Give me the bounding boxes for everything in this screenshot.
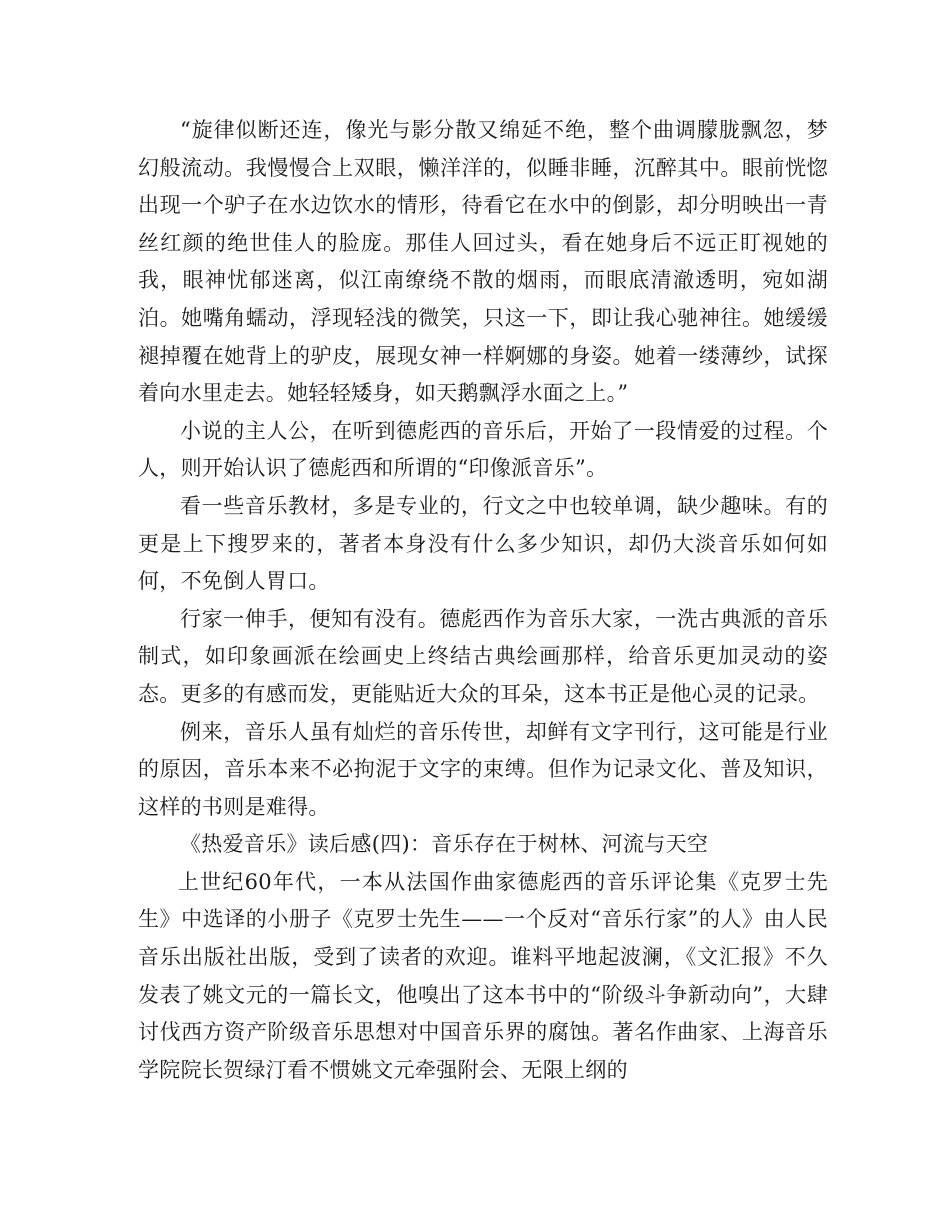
body-paragraph-1: “旋律似断还连，像光与影分散又绵延不绝，整个曲调朦胧飘忽，梦幻般流动。我慢慢合上双眼，懒洋洋的，似睡非睡，沉醉其中。眼前恍惚出现一个驴子在水边饮水的情形，待看它在水中的倒影，却分明映出一青丝红颜的绝世佳人的脸庞。那佳人回过头，看在她身后不远正盯视她的我，眼神忧郁迷离，似江南缭绕不散的烟雨，而眼底清澈透明，宛如湖泊。她嘴角蠕动，浮现轻浅的微笑，只这一下，即让我心驰神往。她缓缓褪掉覆在她背上的驴皮，展现女神一样婀娜的身姿。她着一缕薄纱，试探着向水里走去。她轻轻矮身，如天鹅飘浮水面之上。” bbox=[138, 118, 828, 406]
section-heading: 《热爱音乐》读后感(四)：音乐存在于树林、河流与天空 bbox=[180, 832, 709, 857]
body-paragraph-6: 上世纪60年代，一本从法国作曲家德彪西的音乐评论集《克罗士先生》中选译的小册子《克罗士先生——一个反对“音乐行家”的人》由人民音乐出版社出版，受到了读者的欢迎。谁料平地起波澜，《文汇报》不久发表了姚文元的一篇长文，他嗅出了这本书中的“阶级斗争新动向”，大肆讨伐西方资产阶级音乐思想对中国音乐界的腐蚀。著名作曲家、上海音乐学院院长贺绿汀看不惯姚文元牵强附会、无限上纲的 bbox=[138, 869, 828, 1082]
body-paragraph-5: 例来，音乐人虽有灿烂的音乐传世，却鲜有文字刊行，这可能是行业的原因，音乐本来不必拘泥于文字的束缚。但作为记录文化、普及知识，这样的书则是难得。 bbox=[138, 719, 828, 819]
body-paragraph-2: 小说的主人公，在听到德彪西的音乐后，开始了一段情爱的过程。个人，则开始认识了德彪西和所谓的“印像派音乐”。 bbox=[138, 418, 828, 481]
body-paragraph-4: 行家一伸手，便知有没有。德彪西作为音乐大家，一洗古典派的音乐制式，如印象画派在绘画史上终结古典绘画那样，给音乐更加灵动的姿态。更多的有感而发，更能贴近大众的耳朵，这本书正是他心灵的记录。 bbox=[138, 606, 828, 706]
body-paragraph-3: 看一些音乐教材，多是专业的，行文之中也较单调，缺少趣味。有的更是上下搜罗来的，著者本身没有什么多少知识，却仍大淡音乐如何如何，不免倒人胃口。 bbox=[138, 493, 828, 594]
document-body bbox=[138, 112, 828, 1089]
